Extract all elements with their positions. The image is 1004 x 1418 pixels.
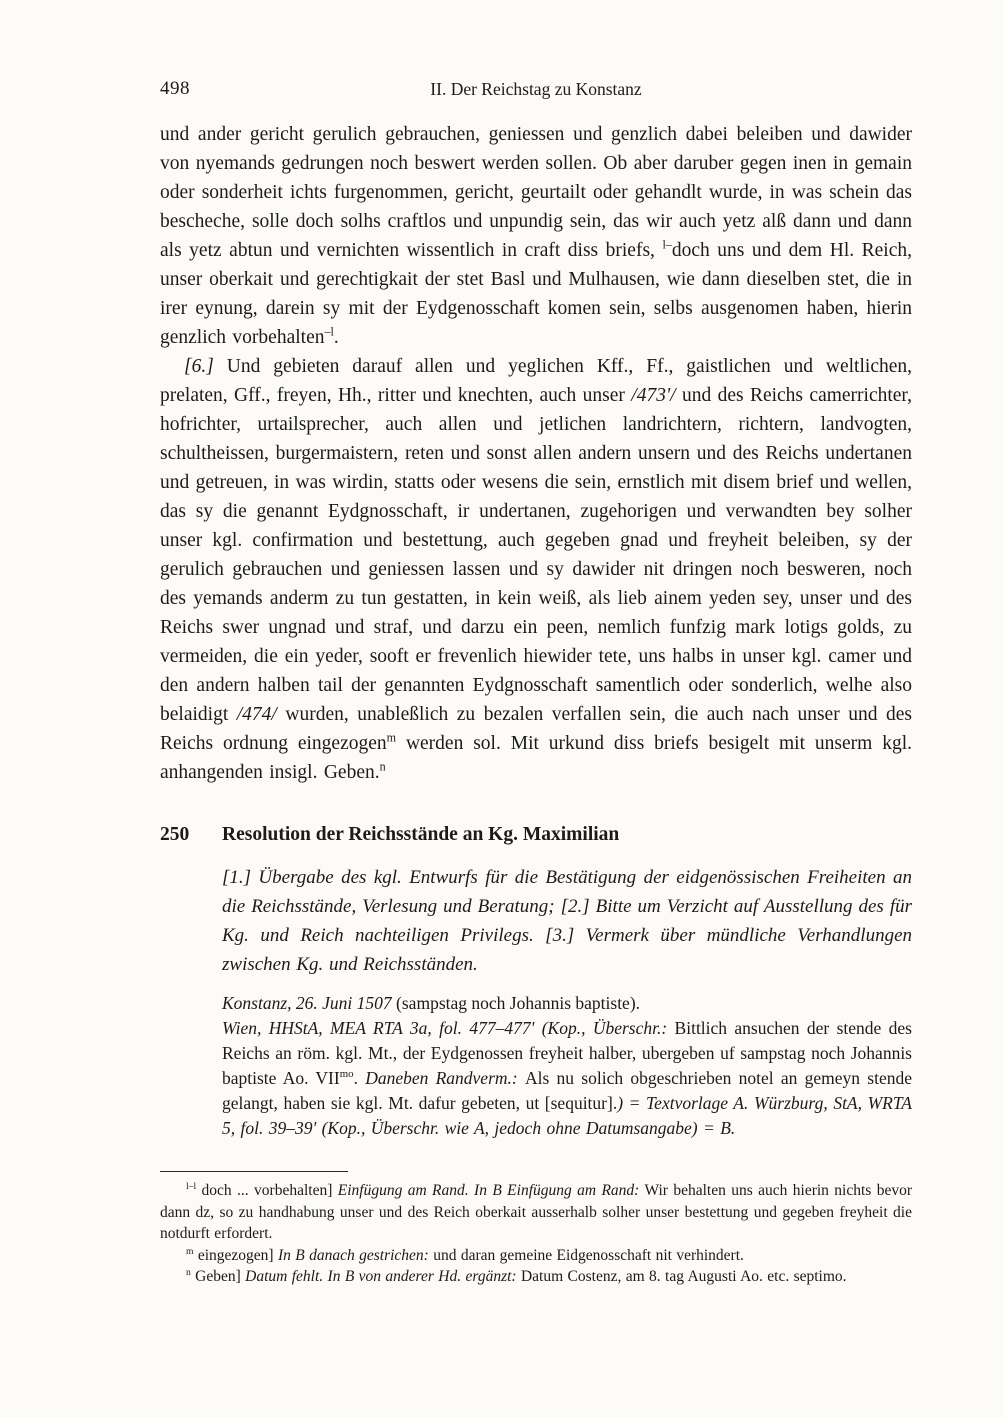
section-marker: [6.] xyxy=(184,356,214,377)
body-text: und ander gericht gerulich gebrauchen, geniessen und genzlich dabei beleiben und dawider von nyemands gedrungen noch beswert werden sollen. Ob aber daruber gegen inen in gemain oder sonderheit ichts furgenommen, gericht, geurtailt oder gehandlt wurde, in was schein das bescheche, solle doch solhs craftlos und unpundig sein, das wir auch yetz alß dann und dann als yetz abtun und vernichten wissentlich in craft diss briefs, xyxy=(160,124,912,261)
text-block xyxy=(160,78,912,1288)
body-text: Und gebieten darauf allen und yeglichen Kff., Ff., gaistlichen und weltlichen, prelaten, Gff., freyen, Hh., ritter und knechten, auch unser xyxy=(160,356,912,406)
footnote-editorial: In B danach gestrichen: xyxy=(277,1246,429,1264)
body-text: . xyxy=(333,327,339,348)
superscript-mo: mo xyxy=(339,1068,354,1081)
archive-ref-b: ) = Textvorlage A. Würzburg, StA, WRTA 5, fol. 39–39' (Kop., Überschr. wie A, jedoch ohne Datumsangabe) = B. xyxy=(222,1093,912,1138)
folio-ref-473: /473'/ xyxy=(631,385,676,406)
provenance-text: Als nu solich obgeschrieben notel an gemeyn stende gelangt, haben sie kgl. Mt. dafur gebeten, ut [sequitur]. xyxy=(222,1068,912,1113)
footnote-editorial: Datum fehlt. In B von anderer Hd. ergänzt: xyxy=(245,1268,517,1285)
footnote-lemma: eingezogen] xyxy=(193,1246,278,1264)
note-marker-n: n xyxy=(379,759,386,774)
note-marker-l-start: l– xyxy=(662,237,672,252)
footnote-text: Wir behalten uns auch hierin nichts bevor dann dz, so zu handhabung unser und des Reich oberkait ausserhalb solher unser bestettung und gegeben freyheit die notdurft erfordert. xyxy=(160,1182,912,1242)
entry-provenance xyxy=(222,1016,912,1141)
running-title: II. Der Reichstag zu Konstanz xyxy=(430,79,642,99)
note-marker-m: m xyxy=(386,730,397,745)
body-text: doch uns und dem Hl. Reich, unser oberkait und gerechtigkait der stet Basl und Mulhausen, wie dann dieselben stet, die in irer eynung, darein sy mit der Eydgenosschaft komen sein, selbs ausgenomen haben, hierin genzlich vorbehalten xyxy=(160,240,912,348)
entry-number: 250 xyxy=(160,824,190,845)
footnote-marker-n: n xyxy=(186,1266,191,1278)
entry-title: Resolution der Reichsstände an Kg. Maximilian xyxy=(222,824,620,845)
footnote-rule xyxy=(160,1171,348,1172)
paragraph-continuation xyxy=(160,120,912,352)
paragraph-section-6 xyxy=(160,352,912,787)
entry-dateline xyxy=(222,991,912,1016)
entry-heading xyxy=(160,820,912,849)
provenance-text: . xyxy=(353,1068,366,1088)
footnote-text: und daran gemeine Eidgenosschaft nit verhindert. xyxy=(428,1246,744,1264)
provenance-label-randverm: Daneben Randverm.: xyxy=(365,1068,525,1088)
provenance-text: Bittlich ansuchen der stende des Reichs an röm. kgl. Mt., der Eydgenossen freyheit halber, ubergeben uf sampstag noch Johannis baptiste Ao. VII xyxy=(222,1018,912,1088)
footnote-block xyxy=(160,1171,912,1288)
footnote-m xyxy=(160,1245,912,1267)
body-text: werden sol. Mit urkund diss briefs besigelt mit unserm kgl. anhangenden insigl. Geben. xyxy=(160,733,912,783)
page-header xyxy=(160,78,912,104)
entry-summary: [1.] Übergabe des kgl. Entwurfs für die Bestätigung der eidgenössischen Freiheiten an die Reichsstände, Verlesung und Beratung; [2.] Bitte um Verzicht auf Ausstellung des für Kg. und Reich nachteiligen Privilegs. [3.] Vermerk über mündliche Verhandlungen zwischen Kg. und Reichsständen. xyxy=(222,867,912,975)
dateline-rest: (sampstag noch Johannis baptiste). xyxy=(391,993,641,1013)
footnote-l xyxy=(160,1180,912,1245)
body-text: wurden, unableßlich zu bezalen verfallen sein, die auch nach unser und des Reichs ordnung eingezogen xyxy=(160,704,912,754)
page-number: 498 xyxy=(160,78,190,99)
note-marker-l-end: –l xyxy=(324,324,334,339)
footnote-text: Datum Costenz, am 8. tag Augusti Ao. etc. septimo. xyxy=(516,1268,847,1285)
footnote-marker-l: l–l xyxy=(186,1180,197,1192)
footnote-n xyxy=(160,1266,912,1288)
folio-ref-474: /474/ xyxy=(236,704,277,725)
footnote-marker-m: m xyxy=(186,1245,194,1257)
footnote-lemma: Geben] xyxy=(190,1268,246,1285)
footnote-lemma: doch ... vorbehalten] xyxy=(196,1182,338,1199)
body-text: und des Reichs camerrichter, hofrichter, urtailsprecher, auch allen und jetlichen landrichtern, richtern, landvogten, schultheissen, burgermaistern, reten und sonst allen andern unsern und des Reichs undertanen und getreuen, in was wirdin, statts oder wesens die sein, ernstlich mit disem brief und wellen, das sy die genannt Eydgnosschaft, ir undertanen, zugehorigen und verwandten bey solher unser kgl. confirmation und bestettung, auch gegeben gnad und freyheit beleiben, sy der gerulich gebrauchen und geniessen lassen und sy dawider nit dringen noch besweren, noch des yemands anderm zu tun gestatten, in kein weiß, als lieb ainem yeden sey, unser und des Reichs swer ungnad und straf, und darzu ein peen, nemlich funfzig mark lotigs golds, zu vermeiden, die ein yeder, sooft er frevenlich hiewider tete, uns halbs in unser kgl. camer und den andern halben tail der genannten Eydgnosschaft samentlich oder sonderlich, welhe also belaidigt xyxy=(160,385,913,725)
dateline-place-date: Konstanz, 26. Juni 1507 xyxy=(222,993,392,1013)
footnote-editorial: Einfügung am Rand. In B Einfügung am Rand: xyxy=(337,1182,640,1199)
archive-ref-a: Wien, HHStA, MEA RTA 3a, fol. 477–477' (Kop., Überschr.: xyxy=(222,1018,675,1038)
